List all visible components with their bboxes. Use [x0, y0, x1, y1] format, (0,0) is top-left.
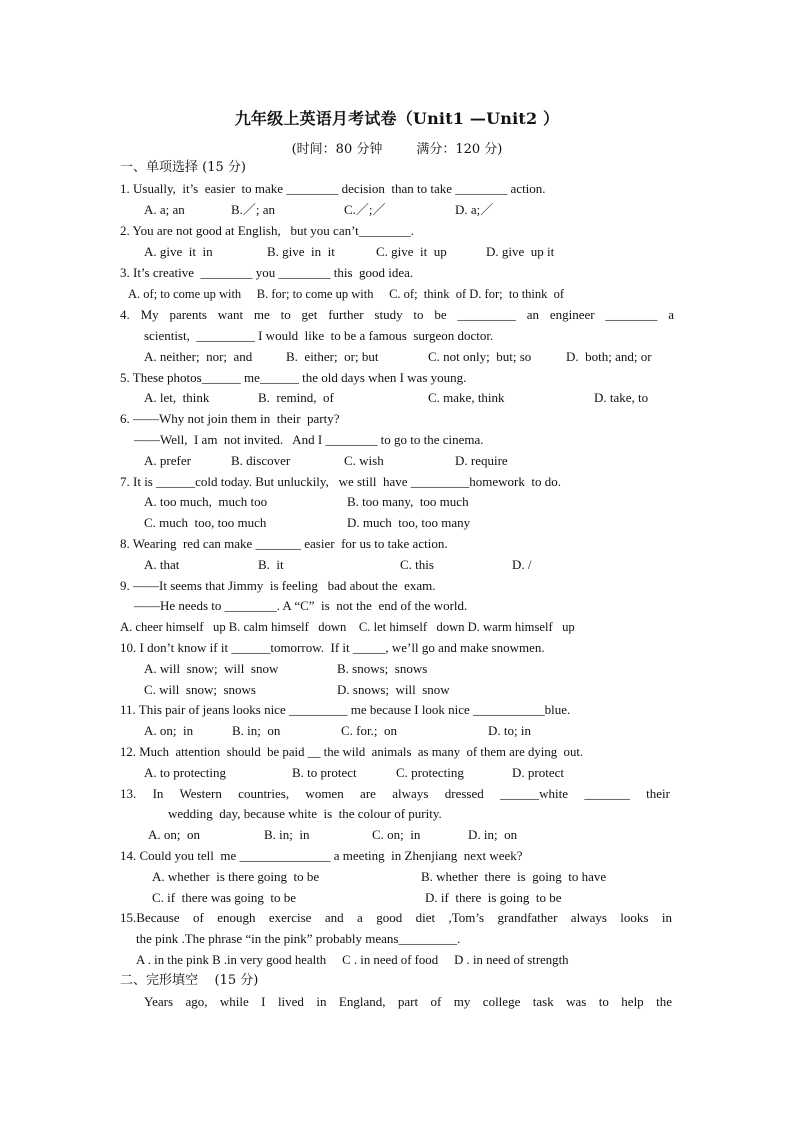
option-b: B. in; on [232, 723, 281, 738]
passage-first-line: Years ago, while I lived in England, part of my college task was to help the [144, 994, 672, 1009]
question-13-stem: 13. In Western countries, women are always dressed ______white _______ their [120, 786, 670, 801]
option-c: C. much too, too much [144, 515, 267, 530]
option-a: A. a; an [144, 202, 185, 217]
option-d: D. / [512, 557, 532, 572]
question-13-stem-cont: wedding day, because white is the colour of purity. [168, 806, 442, 821]
question-10-options-ab [0, 659, 794, 679]
option-a: A. whether is there going to be [152, 869, 320, 884]
option-b: B. in; in [264, 827, 310, 842]
option-b: B. discover [231, 453, 291, 468]
question-15-stem-cont: the pink .The phrase “in the pink” probably means_________. [136, 931, 461, 946]
question-5-stem: 5. These photos______ me______ the old days when I was young. [120, 370, 467, 385]
question-15-stem: 15.Because of enough exercise and a good diet ,Tom’s grandfather always looks in [120, 910, 672, 925]
question-15-options: A . in the pink B .in very good health C . in need of food D . in need of strength [136, 953, 569, 967]
option-a: A. on; on [148, 827, 200, 842]
option-d: D. to; in [488, 723, 531, 738]
question-4-options [0, 347, 794, 367]
option-c: C. give it up [376, 244, 447, 259]
option-b: B. either; or; but [286, 349, 379, 364]
option-c: C. this [400, 557, 434, 572]
question-2-stem: 2. You are not good at English, but you can’t________. [120, 223, 415, 238]
question-1-stem: 1. Usually, it’s easier to make ________ decision than to take ________ action. [120, 181, 546, 196]
score-label: 满分：120 分) [416, 142, 503, 157]
option-b: B. too many, too much [347, 494, 469, 509]
exam-title: 九年级上英语月考试卷（Unit1 —Unit2 ） [234, 109, 560, 128]
question-5-options [0, 388, 794, 408]
option-c: C. not only; but; so [428, 349, 532, 364]
option-c: C. if there was going to be [152, 890, 297, 905]
question-14-options-cd [0, 888, 794, 908]
question-11-options [0, 721, 794, 741]
option-d: D. require [455, 453, 508, 468]
question-3-options: A. of; to come up with B. for; to come up with C. of; think of D. for; to think of [128, 287, 565, 301]
option-b: B. remind, of [258, 390, 334, 405]
question-7-options-ab [0, 492, 794, 512]
question-7-stem: 7. It is ______cold today. But unluckily, we still have _________homework to do. [120, 474, 561, 489]
option-c: C. make, think [428, 390, 505, 405]
option-b: B. it [258, 557, 284, 572]
option-d: D. in; on [468, 827, 518, 842]
question-4-stem: 4. My parents want me to get further study to be _________ an engineer ________ a [120, 307, 674, 322]
option-c: C. protecting [396, 765, 464, 780]
question-12-stem: 12. Much attention should be paid __ the wild animals as many of them are dying out. [120, 745, 584, 759]
option-b: B.／; an [231, 202, 276, 217]
option-b: B. to protect [292, 765, 357, 780]
question-10-stem: 10. I don’t know if it ______tomorrow. If it _____, we’ll go and make snowmen. [120, 640, 545, 655]
option-a: A. neither; nor; and [144, 349, 253, 364]
option-c: C. will snow; snows [144, 682, 256, 697]
question-1-options [0, 200, 794, 220]
option-b: B. whether there is going to have [421, 869, 607, 884]
time-label: (时间：80 分钟 [291, 142, 383, 157]
option-a: A. prefer [144, 453, 191, 468]
option-a: A. will snow; will snow [144, 661, 279, 676]
option-d: D. take, to [594, 390, 649, 405]
question-8-options [0, 555, 794, 575]
section2-heading: 二、完形填空 (15 分) [120, 973, 259, 988]
option-c: C. wish [344, 453, 384, 468]
section1-heading: 一、单项选择 (15 分) [120, 160, 246, 175]
option-a: A. that [144, 557, 180, 572]
option-a: A. give it in [144, 244, 213, 259]
option-d: D. snows; will snow [337, 682, 450, 697]
question-3-stem: 3. It’s creative ________ you ________ this good idea. [120, 265, 414, 280]
question-14-options-ab [0, 867, 794, 887]
question-8-stem: 8. Wearing red can make _______ easier for us to take action. [120, 536, 448, 551]
option-a: A. on; in [144, 723, 194, 738]
question-6-stem-cont: ——Well, I am not invited. And I ________ to go to the cinema. [134, 432, 484, 447]
option-a: A. to protecting [144, 765, 226, 780]
option-c: C. on; in [372, 827, 421, 842]
question-13-options [0, 825, 794, 845]
option-c: C. for.; on [341, 723, 397, 738]
option-d: D. protect [512, 765, 564, 780]
question-10-options-cd [0, 680, 794, 700]
question-11-stem: 11. This pair of jeans looks nice _________ me because I look nice ___________blue. [120, 702, 571, 717]
option-d: D. a;／ [455, 202, 494, 217]
question-7-options-cd [0, 513, 794, 533]
option-d: D. much too, too many [347, 515, 471, 530]
question-9-stem-cont: ——He needs to ________. A “C” is not the end of the world. [134, 598, 468, 613]
option-b: B. give in it [267, 244, 335, 259]
question-6-stem: 6. ——Why not join them in their party? [120, 411, 340, 426]
option-d: D. give up it [486, 244, 555, 259]
question-9-options: A. cheer himself up B. calm himself down C. let himself down D. warm himself up [120, 620, 575, 634]
option-a: A. let, think [144, 390, 210, 405]
option-d: D. if there is going to be [425, 890, 562, 905]
option-b: B. snows; snows [337, 661, 428, 676]
question-14-stem: 14. Could you tell me ______________ a meeting in Zhenjiang next week? [120, 848, 523, 863]
question-4-stem-cont: scientist, _________ I would like to be a famous surgeon doctor. [144, 328, 494, 343]
question-6-options [0, 451, 794, 471]
question-9-stem: 9. ——It seems that Jimmy is feeling bad about the exam. [120, 578, 436, 593]
question-12-options [0, 763, 794, 783]
question-2-options [0, 242, 794, 262]
exam-subtitle [0, 138, 794, 157]
option-d: D. both; and; or [566, 349, 652, 364]
option-a: A. too much, much too [144, 494, 268, 509]
option-c: C.／;／ [344, 202, 386, 217]
